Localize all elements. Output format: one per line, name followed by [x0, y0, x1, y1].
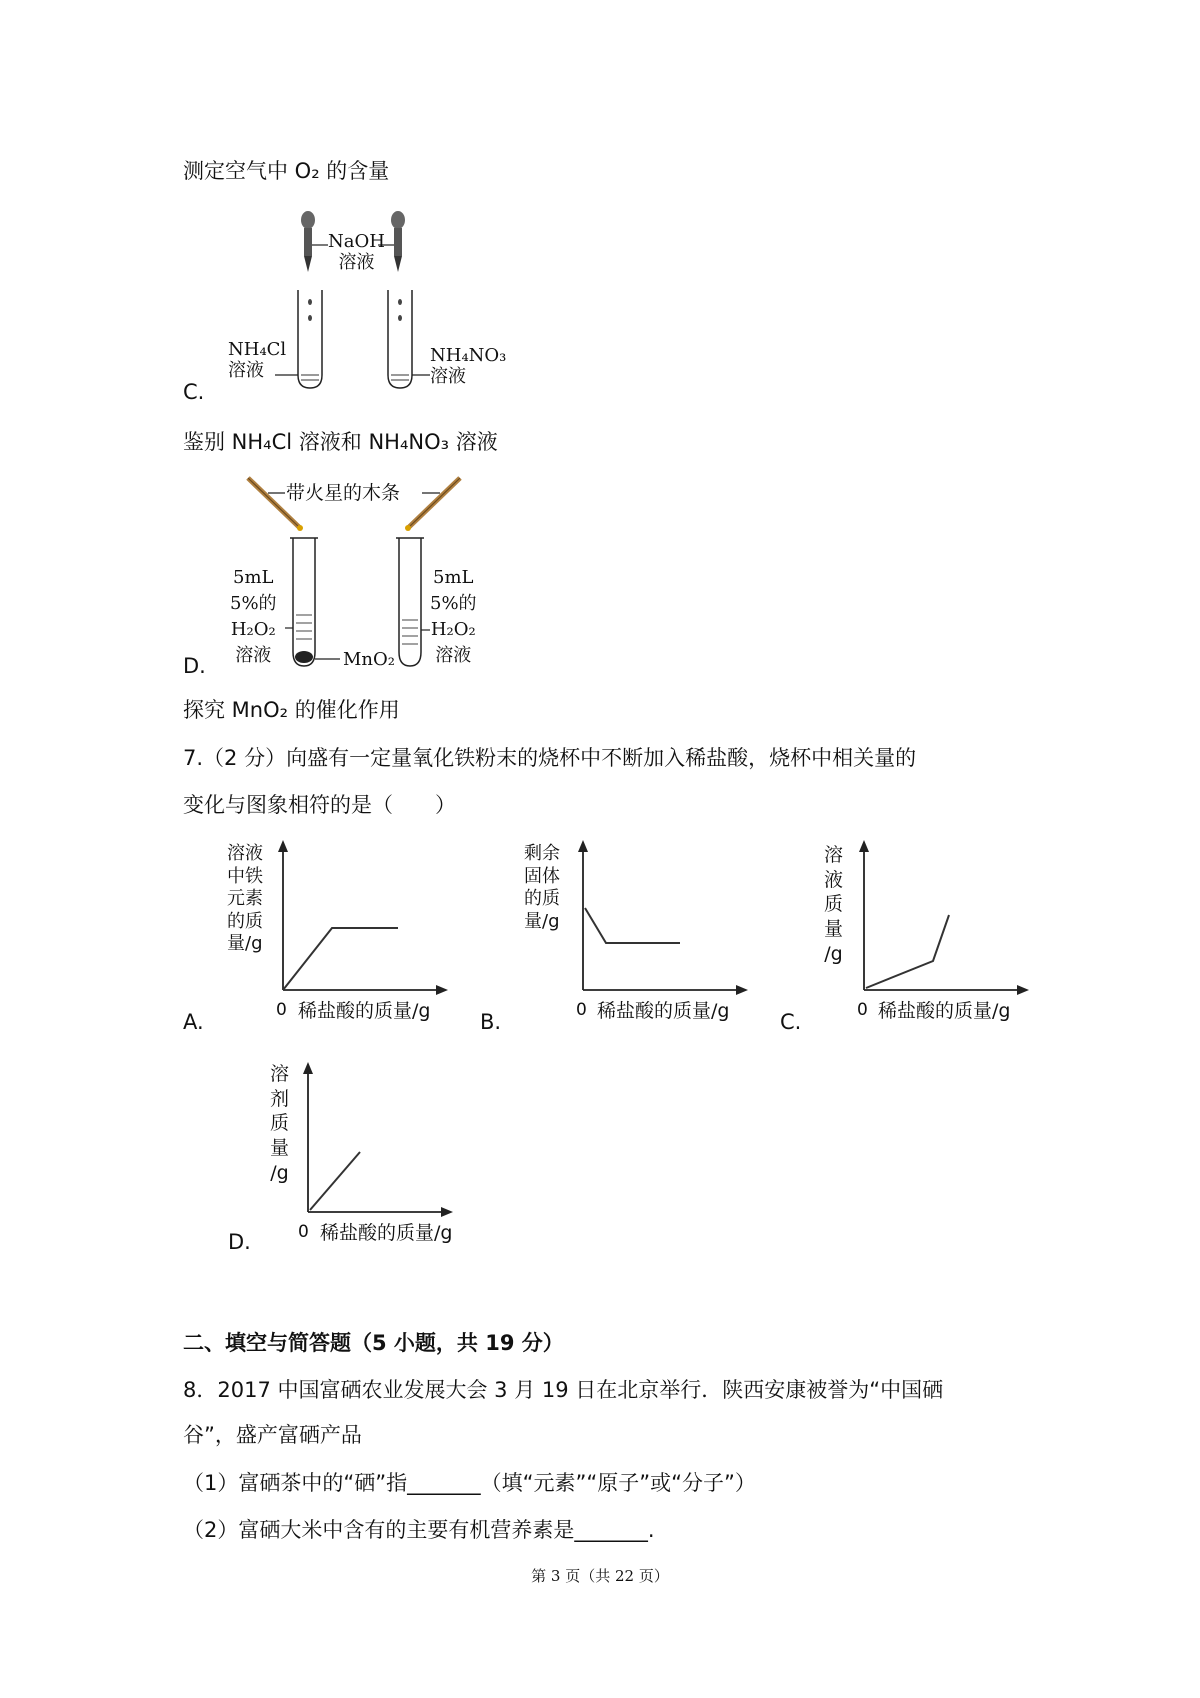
- graph-d-xlabel: 稀盐酸的质量/g: [320, 1222, 453, 1244]
- graph-c-ylabel: 溶 液 质 量 /g: [824, 844, 844, 965]
- figure-d-apparatus: [0, 0, 1200, 700]
- graph-a-origin: 0: [276, 1000, 287, 1020]
- option-b-caption: 测定空气中 O₂ 的含量: [183, 159, 390, 183]
- section-2-heading: 二、填空与简答题（5 小题，共 19 分）: [183, 1331, 564, 1355]
- graph-d-plot: [295, 1062, 495, 1222]
- graph-b-ylabel: 剩余 固体 的质 量/g: [524, 843, 560, 932]
- graph-b-origin: 0: [576, 1000, 587, 1020]
- question-8-sub-2: （2）富硒大米中含有的主要有机营养素是_______.: [183, 1518, 655, 1542]
- graph-b-plot: [570, 840, 770, 1000]
- graph-b-xlabel: 稀盐酸的质量/g: [597, 1000, 730, 1022]
- option-d-letter: D.: [183, 654, 206, 678]
- graph-c-letter: C.: [780, 1010, 802, 1034]
- page-footer: 第 3 页（共 22 页）: [531, 1567, 669, 1585]
- figure-c-right-tube-label: NH₄NO₃ 溶液: [430, 345, 507, 387]
- figure-d-splint-label: 带火星的木条: [286, 482, 401, 504]
- graph-c-xlabel: 稀盐酸的质量/g: [878, 1000, 1011, 1022]
- graph-d-ylabel: 溶 剂 质 量 /g: [270, 1063, 290, 1184]
- question-7-line-1: 7.（2 分）向盛有一定量氧化铁粉末的烧杯中不断加入稀盐酸，烧杯中相关量的: [183, 746, 917, 770]
- option-c-letter: C.: [183, 380, 205, 404]
- question-7-line-2: 变化与图象相符的是（ ）: [183, 793, 456, 817]
- graph-b-letter: B.: [480, 1010, 502, 1034]
- graph-d-letter: D.: [228, 1230, 251, 1254]
- graph-a-letter: A.: [183, 1010, 204, 1034]
- option-d-caption: 探究 MnO₂ 的催化作用: [183, 698, 400, 722]
- figure-d-left-tube-label: 5mL 5%的 H₂O₂ 溶液: [230, 567, 277, 667]
- option-c-caption: 鉴别 NH₄Cl 溶液和 NH₄NO₃ 溶液: [183, 430, 498, 454]
- graph-a-xlabel: 稀盐酸的质量/g: [298, 1000, 431, 1022]
- figure-d-right-tube-label: 5mL 5%的 H₂O₂ 溶液: [430, 567, 477, 667]
- figure-d-catalyst-label: MnO₂: [343, 649, 395, 670]
- question-8-sub-1: （1）富硒茶中的“硒”指_______（填“元素”“原子”或“分子”）: [183, 1471, 756, 1495]
- figure-c-left-tube-label: NH₄Cl 溶液: [228, 339, 287, 381]
- graph-d-origin: 0: [298, 1222, 309, 1242]
- graph-c-plot: [851, 840, 1051, 1000]
- figure-c-reagent-label: NaOH 溶液: [328, 231, 385, 273]
- graph-a-ylabel: 溶液 中铁 元素 的质 量/g: [227, 843, 263, 954]
- graph-a-plot: [270, 840, 470, 1000]
- question-8-line-2: 谷”，盛产富硒产品: [183, 1423, 362, 1447]
- question-8-line-1: 8．2017 中国富硒农业发展大会 3 月 19 日在北京举行．陕西安康被誉为“中国硒: [183, 1378, 944, 1402]
- graph-c-origin: 0: [857, 1000, 868, 1020]
